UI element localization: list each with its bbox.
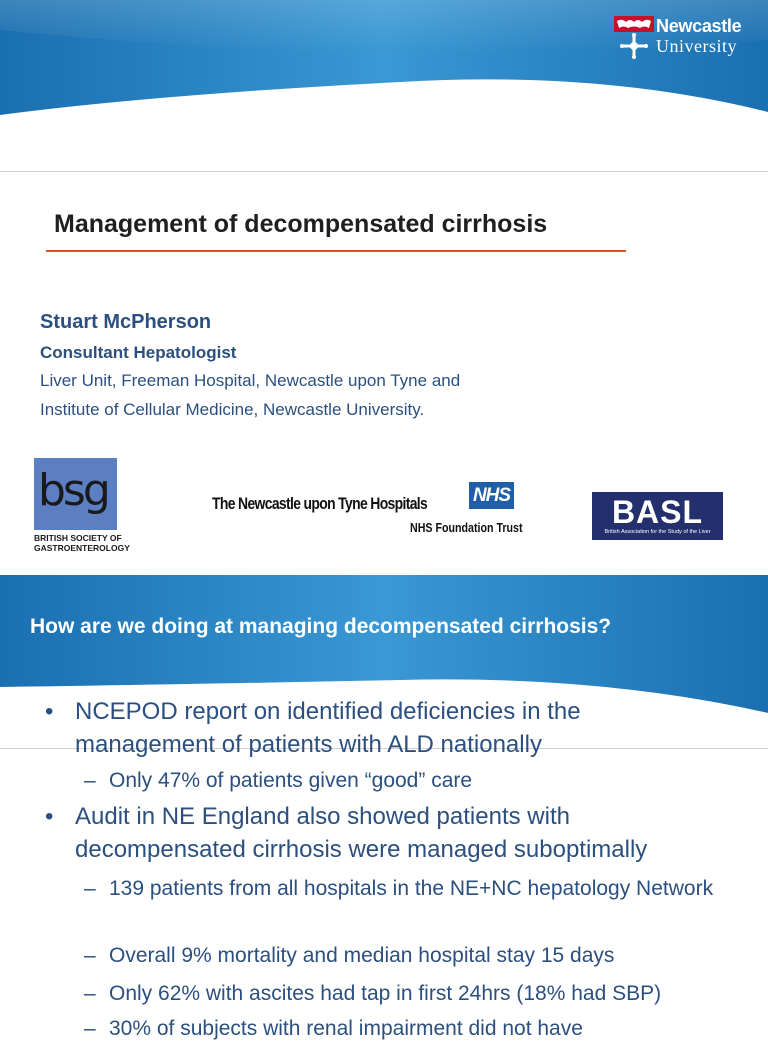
basl-logo-mark: BASL bbox=[611, 494, 704, 530]
bsg-caption-line-2: GASTROENTEROLOGY bbox=[34, 543, 130, 553]
bsg-logo bbox=[34, 458, 117, 530]
nhs-logo: NHS bbox=[469, 482, 514, 509]
sub-bullet-item bbox=[84, 940, 729, 971]
sub-bullet-text: 139 patients from all hospitals in the NE+NC hepatology Network bbox=[109, 877, 714, 900]
bsg-caption-line-1: BRITISH SOCIETY OF bbox=[34, 533, 122, 543]
sub-bullet-text: 30% of subjects with renal impairment did not have bbox=[109, 1017, 583, 1040]
header-divider bbox=[0, 171, 768, 172]
hospital-trust-caption: NHS Foundation Trust bbox=[410, 520, 523, 535]
dash-icon: – bbox=[84, 769, 96, 792]
slide-heading: How are we doing at managing decompensated cirrhosis? bbox=[30, 615, 612, 638]
hospital-name: The Newcastle upon Tyne Hospitals bbox=[212, 494, 428, 513]
sub-bullet-text: Only 47% of patients given “good” care bbox=[109, 769, 473, 792]
bullet-item bbox=[45, 800, 725, 866]
sub-bullet-text: Only 62% with ascites had tap in first 24hrs (18% had SBP) bbox=[109, 982, 662, 1005]
dash-icon: – bbox=[84, 982, 96, 1005]
bullet-dot-icon: • bbox=[45, 698, 54, 725]
sub-bullet-item bbox=[84, 765, 729, 796]
logo-name-bottom: University bbox=[656, 36, 737, 56]
newcastle-university-logo bbox=[614, 16, 760, 62]
university-crest-icon bbox=[614, 16, 654, 60]
bsg-logo-mark: bsg bbox=[38, 465, 108, 516]
affiliation-line-2: Institute of Cellular Medicine, Newcastle University. bbox=[40, 400, 425, 419]
title-underline bbox=[46, 250, 626, 252]
slide-title: Management of decompensated cirrhosis bbox=[54, 210, 548, 238]
bullet-dot-icon: • bbox=[45, 803, 54, 830]
bullet-item bbox=[45, 695, 725, 761]
sub-bullet-item bbox=[84, 873, 729, 904]
dash-icon: – bbox=[84, 877, 96, 900]
bsg-logo-caption bbox=[34, 533, 130, 553]
logo-name-top: Newcastle bbox=[656, 16, 742, 36]
author-role: Consultant Hepatologist bbox=[40, 343, 237, 362]
basl-logo bbox=[592, 492, 723, 540]
sub-bullet-text: Overall 9% mortality and median hospital stay 15 days bbox=[109, 944, 615, 967]
sub-bullet-item bbox=[84, 978, 729, 1009]
affiliation-line-1: Liver Unit, Freeman Hospital, Newcastle upon Tyne and bbox=[40, 371, 461, 390]
content-slide bbox=[0, 575, 768, 1040]
dash-icon: – bbox=[84, 1017, 96, 1040]
basl-logo-caption: British Association for the Study of the Liver bbox=[604, 529, 711, 535]
bullet-text: NCEPOD report on identified deficiencies in the management of patients with ALD nationally bbox=[75, 698, 581, 758]
bullet-text: Audit in NE England also showed patients with decompensated cirrhosis were managed suboptimally bbox=[75, 803, 648, 863]
dash-icon: – bbox=[84, 944, 96, 967]
sub-bullet-item bbox=[84, 1013, 729, 1044]
author-name: Stuart McPherson bbox=[40, 311, 212, 333]
